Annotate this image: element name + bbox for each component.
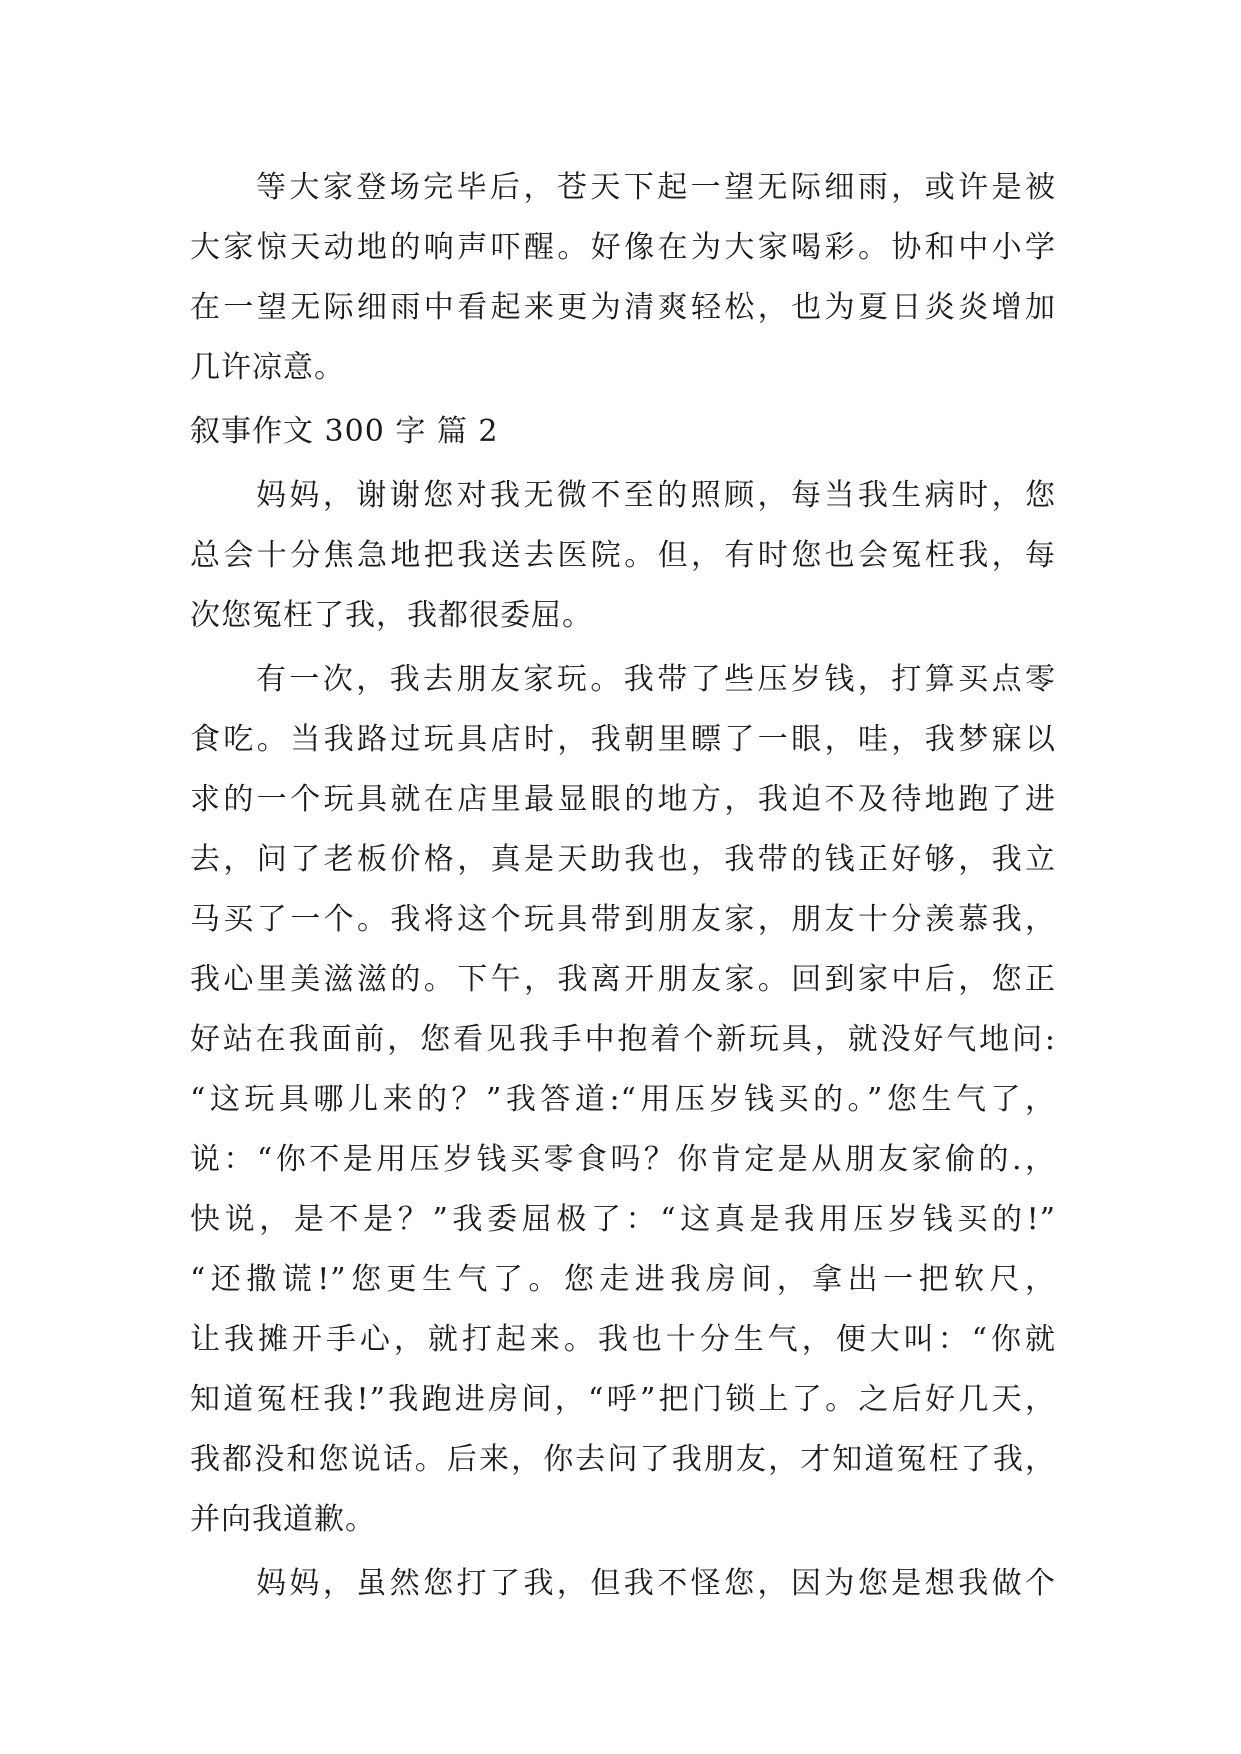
text-line: 总会十分焦急地把我送去医院。但，有时您也会冤枉我，每	[190, 538, 1056, 573]
text-line: 等大家登场完毕后，苍天下起一望无际细雨，或许是被	[256, 170, 1056, 205]
text-line: 妈妈，谢谢您对我无微不至的照顾，每当我生病时，您	[256, 478, 1056, 513]
section-heading: 叙事作文 300 字 篇 2	[190, 414, 499, 449]
text-line: 求的一个玩具就在店里最显眼的地方，我迫不及待地跑了进	[190, 782, 1056, 817]
text-line: 并向我道歉。	[190, 1502, 376, 1537]
text-line: 次您冤枉了我，我都很委屈。	[190, 598, 593, 633]
text-line: 让我摊开手心，就打起来。我也十分生气，便大叫：“你就	[190, 1322, 1056, 1357]
paragraph-3	[190, 1554, 1056, 1614]
text-line: 在一望无际细雨中看起来更为清爽轻松，也为夏日炎炎增加	[190, 290, 1056, 325]
paragraph-1	[190, 466, 1056, 646]
text-line: “这玩具哪儿来的？”我答道:“用压岁钱买的。”您生气了，	[190, 1082, 1056, 1117]
text-line: 妈妈，虽然您打了我，但我不怪您，因为您是想我做个	[256, 1566, 1056, 1601]
text-line: 去，问了老板价格，真是天助我也，我带的钱正好够，我立	[190, 842, 1056, 877]
text-line: 说：“你不是用压岁钱买零食吗？你肯定是从朋友家偷的.，	[190, 1142, 1056, 1177]
text-line: 几许凉意。	[190, 350, 345, 385]
text-line: 我心里美滋滋的。下午，我离开朋友家。回到家中后，您正	[190, 962, 1056, 997]
paragraph-2	[190, 650, 1056, 1550]
paragraph-closing	[190, 158, 1056, 398]
text-line: “还撒谎!”您更生气了。您走进我房间，拿出一把软尺，	[190, 1262, 1056, 1297]
text-line: 快说，是不是？”我委屈极了：“这真是我用压岁钱买的!”	[190, 1202, 1056, 1237]
text-line: 大家惊天动地的响声吓醒。好像在为大家喝彩。协和中小学	[190, 230, 1056, 265]
text-line: 知道冤枉我!”我跑进房间，“呼”把门锁上了。之后好几天，	[190, 1382, 1056, 1417]
document-body	[190, 158, 1056, 1618]
text-line: 食吃。当我路过玩具店时，我朝里瞟了一眼，哇，我梦寐以	[190, 722, 1056, 757]
text-line: 我都没和您说话。后来，你去问了我朋友，才知道冤枉了我，	[190, 1442, 1056, 1477]
text-line: 有一次，我去朋友家玩。我带了些压岁钱，打算买点零	[256, 662, 1056, 697]
text-line: 马买了一个。我将这个玩具带到朋友家，朋友十分羡慕我，	[190, 902, 1056, 937]
text-line: 好站在我面前，您看见我手中抱着个新玩具，就没好气地问:	[190, 1022, 1056, 1057]
